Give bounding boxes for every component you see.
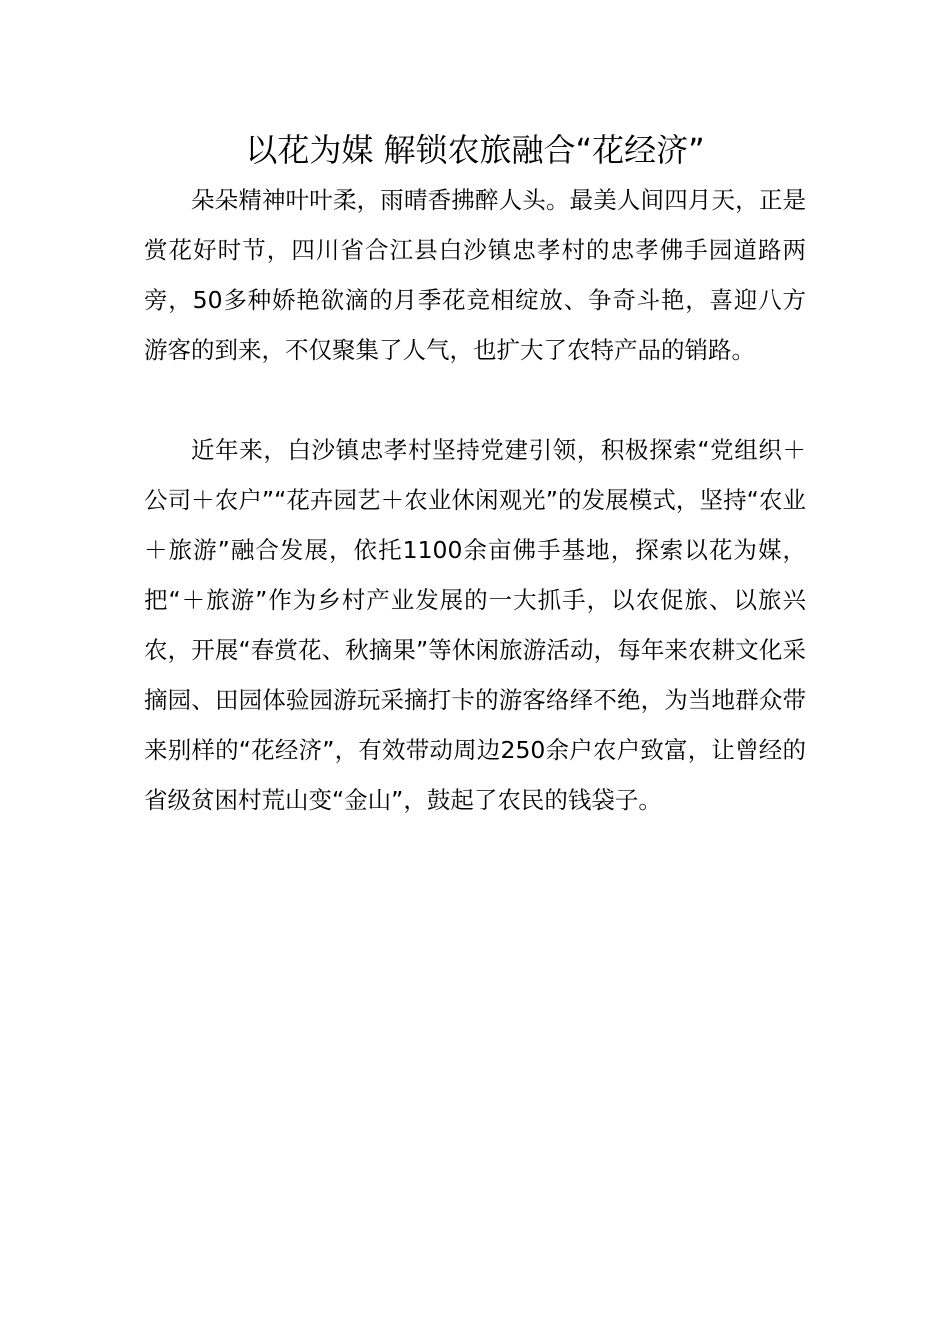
paragraph-2: 近年来，白沙镇忠孝村坚持党建引领，积极探索“党组织＋公司＋农户”“花卉园艺＋农业休闲观光”的发展模式，坚持“农业＋旅游”融合发展，依托1100余亩佛手基地，探索以花为媒，把“＋旅游”作为乡村产业发展的一大抓手，以农促旅、以旅兴农，开展“春赏花、秋摘果”等休闲旅游活动，每年来农耕文化采摘园、田园体验园游玩采摘打卡的游客络绎不绝，为当地群众带来别样的“花经济”，有效带动周边250余户农户致富，让曾经的省级贫困村荒山变“金山”，鼓起了农民的钱袋子。	[144, 436, 806, 814]
paragraph-1: 朵朵精神叶叶柔，雨晴香拂醉人头。最美人间四月天，正是赏花好时节，四川省合江县白沙镇忠孝村的忠孝佛手园道路两旁，50多种娇艳欲滴的月季花竞相绽放、争奇斗艳，喜迎八方游客的到来，不仅聚集了人气，也扩大了农特产品的销路。	[144, 186, 806, 364]
document-body	[144, 175, 806, 825]
document-title: 以花为媒 解锁农旅融合“花经济”	[245, 131, 705, 169]
